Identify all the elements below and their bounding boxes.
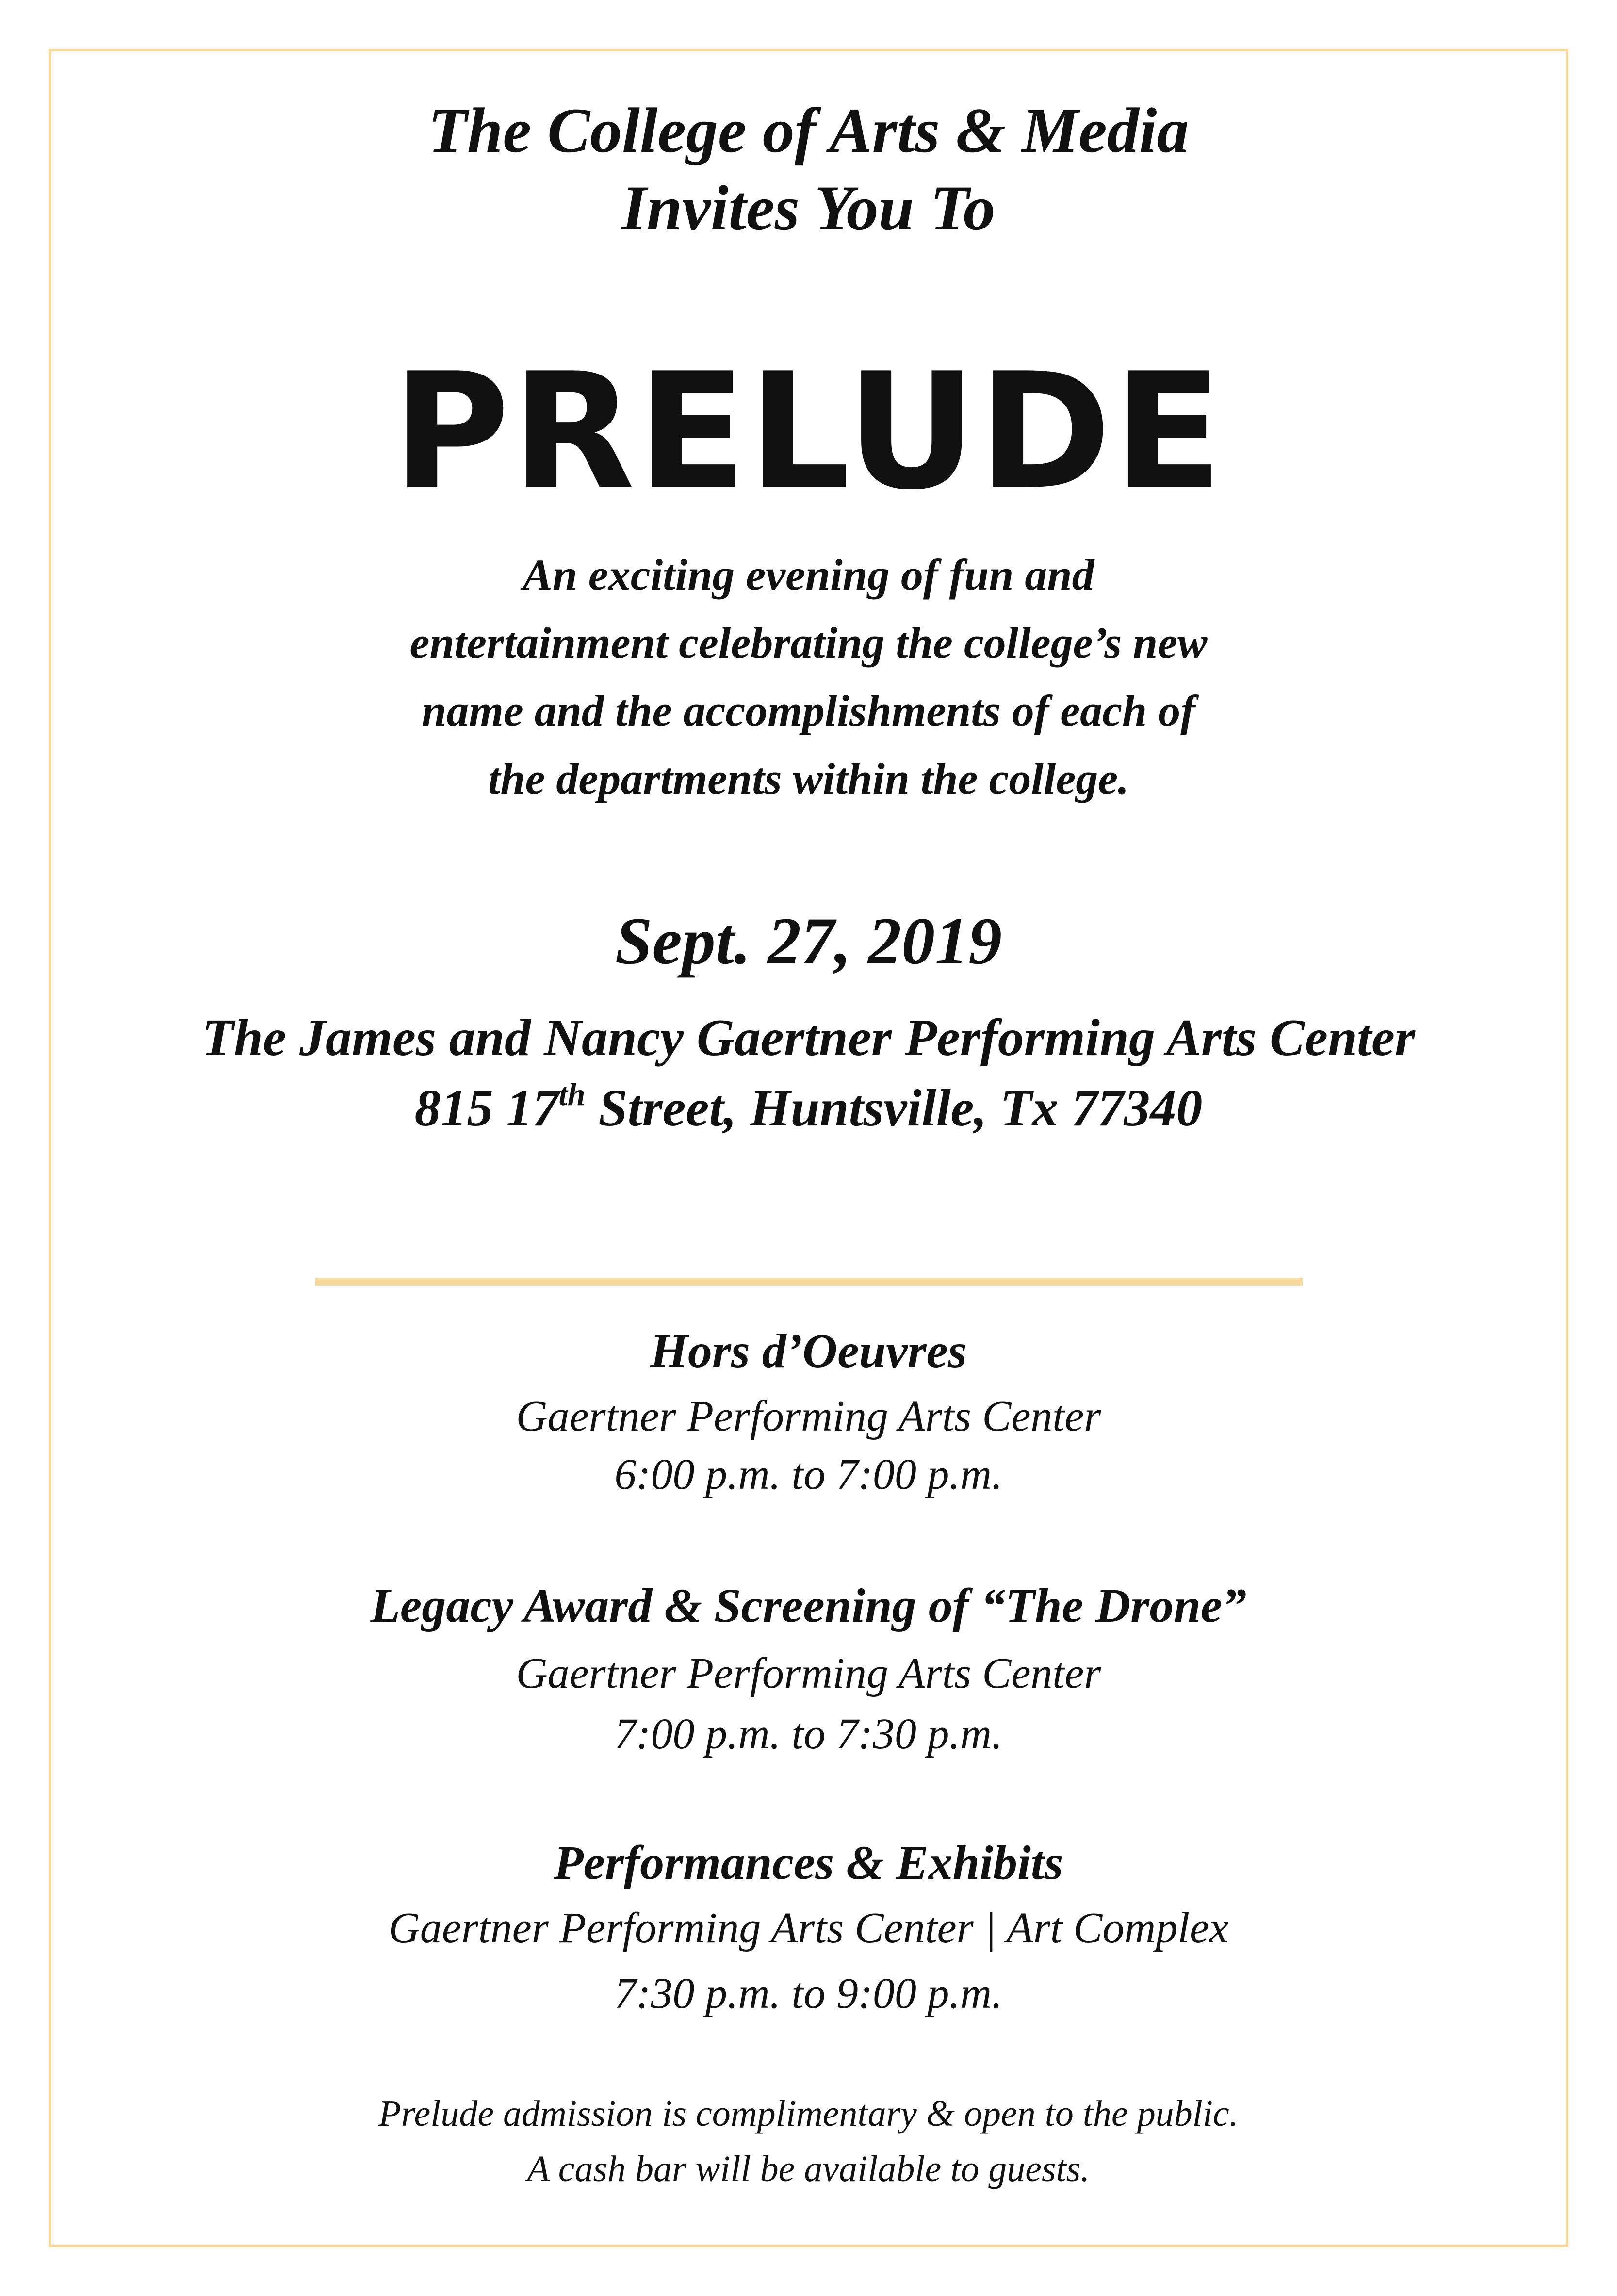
schedule-location-3: Gaertner Performing Arts Center | Art Complex <box>388 1904 1229 1952</box>
schedule-location-1: Gaertner Performing Arts Center <box>516 1392 1101 1440</box>
event-title: PRELUDE <box>392 339 1225 525</box>
schedule-time-1: 6:00 p.m. to 7:00 p.m. <box>614 1450 1003 1498</box>
footer-note-2: A cash bar will be available to guests. <box>527 2149 1090 2189</box>
footer-note-1: Prelude admission is complimentary & open to the public. <box>378 2093 1239 2134</box>
description-line-3: name and the accomplishments of each of <box>422 686 1195 735</box>
address-street: Street, Huntsville, Tx 77340 <box>585 1079 1203 1137</box>
divider-rule <box>315 1278 1303 1286</box>
header-line-2: Invites You To <box>621 172 996 244</box>
schedule-title-3: Performances & Exhibits <box>554 1836 1063 1889</box>
description-line-1: An exciting evening of fun and <box>523 550 1094 600</box>
description-line-2: entertainment celebrating the college’s new <box>409 618 1208 668</box>
address-suffix: th <box>558 1077 586 1112</box>
schedule-location-2: Gaertner Performing Arts Center <box>516 1649 1101 1697</box>
venue-address <box>0 1072 1617 1145</box>
venue-name: The James and Nancy Gaertner Performing Arts Center <box>201 1009 1416 1067</box>
schedule-time-3: 7:30 p.m. to 9:00 p.m. <box>614 1970 1003 2018</box>
description-line-4: the departments within the college. <box>488 754 1129 803</box>
schedule-title-2: Legacy Award & Screening of “The Drone” <box>370 1579 1247 1632</box>
header-line-1: The College of Arts & Media <box>428 95 1189 166</box>
schedule-title-1: Hors d’Oeuvres <box>650 1324 967 1378</box>
address-number: 815 17 <box>414 1079 559 1137</box>
schedule-time-2: 7:00 p.m. to 7:30 p.m. <box>614 1710 1003 1758</box>
event-date: Sept. 27, 2019 <box>615 904 1002 978</box>
